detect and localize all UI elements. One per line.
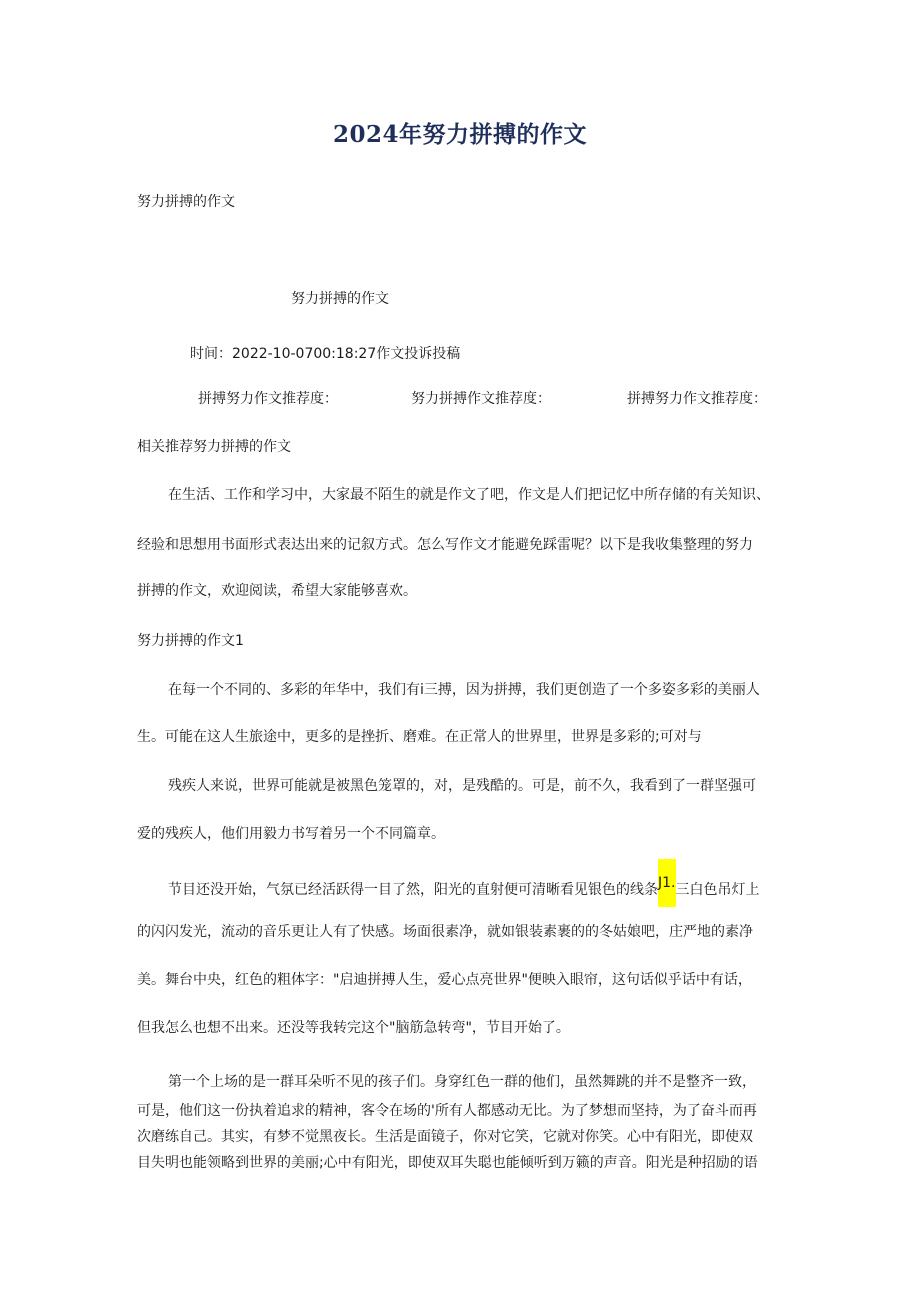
subtitle: 努力拼搏的作文 bbox=[137, 194, 235, 210]
related-heading: 相关推荐努力拼搏的作文 bbox=[137, 439, 291, 455]
essay1-p4-line-4: 目失明也能领略到世界的美丽;心中有阳光，即使双耳失聪也能倾听到万籁的声音。阳光是种招励的语 bbox=[137, 1155, 758, 1171]
essay1-p2-line-1: 残疾人来说，世界可能就是被黑色笼罩的，对，是残酷的。可是，前不久，我看到了一群坚强可 bbox=[168, 778, 756, 794]
essay1-p3-line-1-before: 节目还没开始，气氛已经活跃得一目了然，阳光的直射便可清晰看见银色的线条 bbox=[168, 882, 658, 898]
highlighted-text: J1. bbox=[658, 859, 676, 907]
essay1-p3-line-4: 但我怎么也想不出来。还没等我转完这个"脑筋急转弯"，节目开始了。 bbox=[137, 1020, 570, 1036]
recommend-3: 拼搏努力作文推荐度： bbox=[627, 391, 767, 407]
essay1-p4-line-1: 第一个上场的是一群耳朵听不见的孩子们。身穿红色一群的他们，虽然舞跳的并不是整齐一致， bbox=[168, 1074, 756, 1090]
essay1-p4-line-3: 次磨练自己。其实，有梦不觉黑夜长。生活是面镜子，你对它笑，它就对你笑。心中有阳光，即使双 bbox=[137, 1129, 753, 1145]
intro-line-1: 在生活、工作和学习中，大家最不陌生的就是作文了吧，作文是人们把记忆中所存储的有关知识、 bbox=[168, 487, 770, 503]
essay1-p3-line-1-after: 三白色吊灯上 bbox=[675, 882, 760, 898]
essay1-p3-line-2: 的闪闪发光，流动的音乐更让人有了快感。场面很素净，就如银装素裹的的冬姑娘吧，庄严地的素净 bbox=[137, 924, 753, 940]
recommend-1: 拼搏努力作文推荐度： bbox=[198, 391, 338, 407]
essay1-heading: 努力拼搏的作文1 bbox=[137, 633, 244, 649]
essay1-p4-line-2: 可是，他们这一份执着追求的精神，客令在场的'所有人都感动无比。为了梦想而坚持，为了奋斗而再 bbox=[137, 1103, 757, 1119]
intro-line-2: 经验和思想用书面形式表达出来的记叙方式。怎么写作文才能避免踩雷呢？以下是我收集整理的努力 bbox=[137, 537, 753, 553]
intro-line-3: 拼搏的作文，欢迎阅读，希望大家能够喜欢。 bbox=[137, 583, 417, 599]
document-title: 2024年努力拼搏的作文 bbox=[332, 121, 587, 148]
center-heading: 努力拼搏的作文 bbox=[291, 291, 389, 307]
essay1-p2-line-2: 爱的残疾人，他们用毅力书写着另一个不同篇章。 bbox=[137, 826, 445, 842]
recommend-2: 努力拼搏作文推荐度： bbox=[411, 391, 551, 407]
essay1-p1-line-2: 生。可能在这人生旅途中，更多的是挫折、磨难。在正常人的世界里，世界是多彩的;可对与 bbox=[137, 729, 702, 745]
essay1-p3-line-1 bbox=[168, 873, 760, 907]
essay1-p3-line-3: 美。舞台中央，红色的粗体字："启迪拼搏人生，爱心点亮世界"便映入眼帘，这句话似乎话中有话， bbox=[137, 972, 752, 988]
essay1-p1-line-1: 在每一个不同的、多彩的年华中，我们有i三搏，因为拼搏，我们更创造了一个多姿多彩的美丽人 bbox=[168, 682, 760, 698]
meta-line: 时间：2022-10-0700:18:27作文投诉投稿 bbox=[190, 346, 461, 362]
